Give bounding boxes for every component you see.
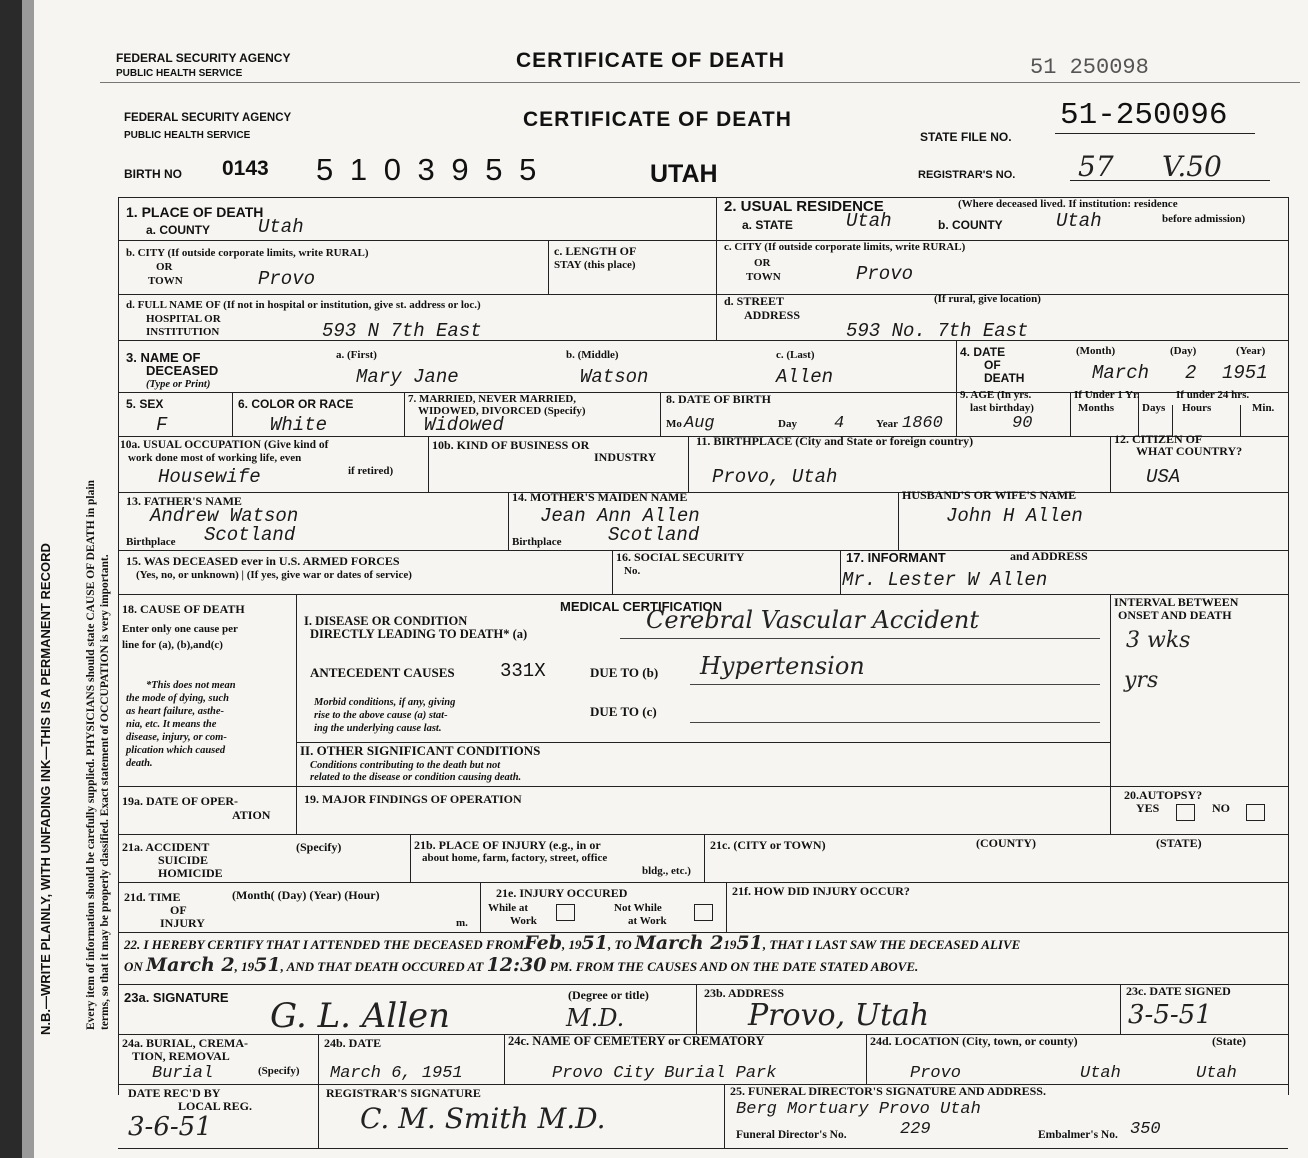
to-date: March 2 <box>634 932 724 954</box>
death-year-value: 1951 <box>1222 362 1268 384</box>
birthplace-value: Provo, Utah <box>712 466 838 488</box>
business-label-2: INDUSTRY <box>594 450 657 464</box>
birth-year-label: Year <box>876 418 898 430</box>
or-label: OR <box>156 261 173 273</box>
registrar-signature: C. M. Smith M.D. <box>360 1102 606 1135</box>
antecedent-code: 331X <box>500 660 546 682</box>
name-label-3: (Type or Print) <box>146 379 211 390</box>
citizen-label-2: WHAT COUNTRY? <box>1136 444 1243 458</box>
funeral-director-label: 25. FUNERAL DIRECTOR'S SIGNATURE AND ADDRESS. <box>730 1084 1046 1098</box>
agency-top: FEDERAL SECURITY AGENCY <box>116 51 291 65</box>
date-received-value: 3-6-51 <box>128 1112 212 1142</box>
business-label: 10b. KIND OF BUSINESS OR <box>432 438 590 452</box>
operation-date-label: 19a. DATE OF OPER- <box>122 794 238 808</box>
occupation-label-2: work done most of working life, even <box>128 452 302 464</box>
agency-label: FEDERAL SECURITY AGENCY <box>124 112 292 124</box>
days-label: Days <box>1142 402 1166 414</box>
other-conditions-note-2: related to the disease or condition causing death. <box>310 772 522 783</box>
cause-note-6: nia, etc. It means the <box>126 719 217 730</box>
autopsy-label: 20.AUTOPSY? <box>1124 788 1203 802</box>
hospital-label: d. FULL NAME OF (If not in hospital or institution, give st. address or loc.) <box>126 299 481 311</box>
under-24-label: If under 24 hrs. <box>1176 389 1250 401</box>
first-name-label: a. (First) <box>336 349 377 361</box>
state-name: UTAH <box>650 160 718 188</box>
marital-label: 7. MARRIED, NEVER MARRIED, <box>408 393 577 405</box>
autopsy-no-checkbox[interactable] <box>1246 804 1265 821</box>
burial-date-label: 24b. DATE <box>324 1036 382 1050</box>
registrar-no-label: REGISTRAR'S NO. <box>918 169 1016 181</box>
armed-forces-label-2: (Yes, no, or unknown) | (If yes, give war or dates of service) <box>136 569 412 581</box>
injury-place-label-3: bldg., etc.) <box>642 865 691 877</box>
hospital-label-2: HOSPITAL OR <box>146 313 221 325</box>
date-received-label: DATE REC'D BY <box>128 1086 221 1100</box>
injury-occured-label: 21e. INJURY OCCURED <box>496 886 628 900</box>
date-death-label-3: DEATH <box>984 371 1025 385</box>
usual-residence-label: 2. USUAL RESIDENCE <box>724 198 884 215</box>
marital-label-2: WIDOWED, DIVORCED (Specify) <box>418 405 586 417</box>
cause-note-3: *This does not mean <box>146 680 236 691</box>
cemetery-value: Provo City Burial Park <box>552 1064 777 1083</box>
birth-no-label: BIRTH NO <box>124 167 182 181</box>
address-label: 23b. ADDRESS <box>704 986 785 1000</box>
interval-a-value: 3 wks <box>1126 628 1191 653</box>
res-or-label: OR <box>754 257 771 269</box>
street-note: (If rural, give location) <box>934 293 1041 305</box>
injury-city-label: 21c. (CITY or TOWN) <box>710 838 826 852</box>
funeral-director-value: Berg Mortuary Provo Utah <box>736 1100 981 1119</box>
spouse-value: John H Allen <box>946 505 1083 527</box>
residence-note: (Where deceased lived. If institution: residence <box>958 198 1178 210</box>
death-time: 12:30 <box>486 954 547 976</box>
mother-value: Jean Ann Allen <box>540 505 700 527</box>
cause-note-2: line for (a), (b),and(c) <box>122 639 223 651</box>
injury-state-label: (STATE) <box>1156 836 1202 850</box>
sex-label: 5. SEX <box>126 397 164 411</box>
mother-birthplace-label: Birthplace <box>512 536 562 548</box>
age-label-2: last birthday) <box>970 402 1034 414</box>
from-year: 51 <box>581 932 608 954</box>
res-county-value: Utah <box>1056 210 1102 232</box>
autopsy-no-label: NO <box>1212 801 1230 815</box>
social-security-label-2: No. <box>624 565 641 577</box>
name-label: 3. NAME OF <box>126 350 201 365</box>
res-town-label: TOWN <box>746 271 781 283</box>
due-to-b-label: DUE TO (b) <box>590 665 659 680</box>
race-label: 6. COLOR OR RACE <box>238 397 354 411</box>
left-edge-strip <box>22 0 34 1158</box>
father-birthplace-value: Scotland <box>204 524 296 546</box>
registrar-number: 57 <box>1078 150 1114 183</box>
autopsy-yes-checkbox[interactable] <box>1176 804 1195 821</box>
operation-date-label-2: ATION <box>232 808 271 822</box>
age-value: 90 <box>1012 414 1033 433</box>
injury-time-m: m. <box>456 917 468 929</box>
place-of-death-label: 1. PLACE OF DEATH <box>126 204 264 220</box>
at-work-label: at Work <box>628 915 667 927</box>
length-stay-label-2: STAY (this place) <box>554 259 636 271</box>
operation-findings-label: 19. MAJOR FINDINGS OF OPERATION <box>304 792 522 806</box>
other-conditions-label: II. OTHER SIGNIFICANT CONDITIONS <box>300 743 541 758</box>
while-at-label: While at <box>488 902 529 914</box>
date-signed-label: 23c. DATE SIGNED <box>1126 984 1231 998</box>
to-year: 51 <box>736 932 763 954</box>
cert-line-2: ON March 2, 1951, AND THAT DEATH OCCURED AT 12:30 PM. FROM THE CAUSES AND ON THE DATE STATED ABOVE. <box>124 954 919 976</box>
signature-label: 23a. SIGNATURE <box>124 990 229 1005</box>
min-label: Min. <box>1252 402 1275 414</box>
armed-forces-label: 15. WAS DECEASED ever in U.S. ARMED FORCES <box>126 554 400 568</box>
burial-specify-label: (Specify) <box>258 1065 300 1077</box>
citizen-value: USA <box>1146 466 1181 488</box>
town-label: TOWN <box>148 275 183 287</box>
due-to-c-label: DUE TO (c) <box>590 704 657 719</box>
write-plainly-notice: N.B.—WRITE PLAINLY, WITH UNFADING INK—THIS IS A PERMANENT RECORD <box>38 543 53 1035</box>
occupation-label-3: if retired) <box>348 465 394 477</box>
birth-year-value: 1860 <box>902 414 943 433</box>
disease-label-2: DIRECTLY LEADING TO DEATH* (a) <box>310 627 528 641</box>
burial-value: Burial <box>152 1064 214 1083</box>
injury-place-label-2: about home, farm, factory, street, office <box>422 852 608 864</box>
left-edge-shadow <box>0 0 22 1158</box>
cause-note-4: the mode of dying, such <box>126 693 229 704</box>
res-city-value: Provo <box>856 263 914 285</box>
not-while-label: Not While <box>614 902 662 914</box>
morbid-note-2: rise to the above cause (a) stat- <box>314 710 448 721</box>
location-county-value: Utah <box>1080 1064 1121 1083</box>
homicide-label: HOMICIDE <box>158 866 223 880</box>
occupation-label: 10a. USUAL OCCUPATION (Give kind of <box>120 439 329 451</box>
service-label: PUBLIC HEALTH SERVICE <box>124 130 251 141</box>
registrar-signature-label: REGISTRAR'S SIGNATURE <box>326 1086 481 1100</box>
seen-year: 51 <box>254 954 281 976</box>
informant-label-2: and ADDRESS <box>1010 549 1088 563</box>
date-death-label-2: OF <box>984 358 1001 372</box>
title-top: CERTIFICATE OF DEATH <box>516 49 785 72</box>
months-label: Months <box>1078 402 1115 414</box>
injury-time-label-3: INJURY <box>160 916 205 930</box>
accident-specify-label: (Specify) <box>296 840 342 854</box>
medical-heading: MEDICAL CERTIFICATION <box>560 599 723 614</box>
interval-label-2: ONSET AND DEATH <box>1118 608 1232 622</box>
how-injury-label: 21f. HOW DID INJURY OCCUR? <box>732 884 910 898</box>
cause-note-5: as heart failure, asthe- <box>126 706 225 717</box>
cause-label: 18. CAUSE OF DEATH <box>122 602 245 616</box>
father-label: 13. FATHER'S NAME <box>126 494 242 508</box>
degree-label: (Degree or title) <box>568 988 649 1002</box>
not-at-work-checkbox[interactable] <box>694 904 713 921</box>
last-name-label: c. (Last) <box>776 349 815 361</box>
hospital-value: 593 N 7th East <box>322 320 482 342</box>
year-label: (Year) <box>1236 345 1266 357</box>
seen-date: March 2 <box>146 954 235 976</box>
funeral-director-no-label: Funeral Director's No. <box>736 1129 847 1141</box>
res-state-value: Utah <box>846 210 892 232</box>
occupation-value: Housewife <box>158 466 261 488</box>
last-name-value: Allen <box>776 366 834 388</box>
burial-label: 24a. BURIAL, CREMA- <box>122 1036 248 1050</box>
suicide-label: SUICIDE <box>158 853 209 867</box>
middle-name-label: b. (Middle) <box>566 349 619 361</box>
date-death-label: 4. DATE <box>960 345 1006 359</box>
cemetery-label: 24c. NAME OF CEMETERY or CREMATORY <box>508 1034 765 1048</box>
birthplace-label: 11. BIRTHPLACE (City and State or foreign country) <box>696 434 974 448</box>
injury-time-label-2: OF <box>170 903 187 917</box>
father-birthplace-label: Birthplace <box>126 536 176 548</box>
injury-place-label: 21b. PLACE OF INJURY (e.g., in or <box>414 838 601 852</box>
embalmer-no-value: 350 <box>1130 1120 1161 1139</box>
state-file-label: STATE FILE NO. <box>920 130 1012 144</box>
res-city-label: c. CITY (If outside corporate limits, write RURAL) <box>724 241 966 253</box>
spouse-label: HUSBAND'S OR WIFE'S NAME <box>902 488 1077 502</box>
service-top: PUBLIC HEALTH SERVICE <box>116 68 243 79</box>
burial-date-value: March 6, 1951 <box>330 1064 463 1083</box>
res-county-label: b. COUNTY <box>938 218 1003 232</box>
city-label: b. CITY (If outside corporate limits, write RURAL) <box>126 247 369 259</box>
instructions-line-2: terms, so that it may be properly classified. Exact statement of OCCUPATION is very important. <box>99 554 111 1030</box>
date-signed-value: 3-5-51 <box>1128 1000 1212 1030</box>
certificate-title: CERTIFICATE OF DEATH <box>523 108 792 131</box>
other-conditions-note: Conditions contributing to the death but not <box>310 760 501 771</box>
state-file-number: 51-250096 <box>1060 98 1228 133</box>
from-month: Feb <box>524 932 563 954</box>
morbid-note-1: Morbid conditions, if any, giving <box>314 697 456 708</box>
father-value: Andrew Watson <box>150 505 299 527</box>
interval-label: INTERVAL BETWEEN <box>1114 595 1239 609</box>
street-value: 593 No. 7th East <box>846 320 1029 342</box>
age-label: 9. AGE (In yrs. <box>960 389 1032 401</box>
informant-label: 17. INFORMANT <box>846 550 946 565</box>
death-day-value: 2 <box>1185 362 1197 384</box>
while-at-work-checkbox[interactable] <box>556 904 575 921</box>
registrar-extra: V.50 <box>1162 150 1222 183</box>
mother-label: 14. MOTHER'S MAIDEN NAME <box>512 490 688 504</box>
location-state-value: Utah <box>1196 1064 1237 1083</box>
cert-line-1: 22. I HEREBY CERTIFY THAT I ATTENDED THE DECEASED FROMFeb, 1951, TO March 21951, THAT I LAST SAW THE DECEASED ALIVE <box>124 932 1021 954</box>
marital-value: Widowed <box>424 414 504 436</box>
birth-month-value: Aug <box>684 414 715 433</box>
antecedent-label: ANTECEDENT CAUSES <box>310 665 455 680</box>
hospital-label-3: INSTITUTION <box>146 326 220 338</box>
accident-label: 21a. ACCIDENT <box>122 840 210 854</box>
birth-day-value: 4 <box>834 414 845 433</box>
death-city-value: Provo <box>258 268 316 290</box>
physician-degree: M.D. <box>566 1004 625 1032</box>
instructions-line-1: Every item of information should be carefully supplied. PHYSICIANS should state CAUSE OF DEATH in plain <box>85 480 97 1030</box>
sex-value: F <box>156 414 168 436</box>
date-received-label-2: LOCAL REG. <box>178 1099 253 1113</box>
morbid-note-3: ing the underlying cause last. <box>314 723 442 734</box>
county-label: a. COUNTY <box>146 223 211 237</box>
cause-b-value: Hypertension <box>700 652 865 680</box>
injury-time-columns: (Month( (Day) (Year) (Hour) <box>232 888 380 902</box>
injury-time-label: 21d. TIME <box>124 890 181 904</box>
birth-month-label: Mo <box>666 418 682 430</box>
embalmer-no-label: Embalmer's No. <box>1038 1129 1118 1141</box>
location-label: 24d. LOCATION (City, town, or county) <box>870 1034 1078 1048</box>
informant-value: Mr. Lester W Allen <box>842 569 1048 591</box>
birth-no-prefix: 0143 <box>222 157 269 180</box>
interval-b-value: yrs <box>1124 668 1159 693</box>
location-state-label: (State) <box>1212 1034 1246 1048</box>
first-name-value: Mary Jane <box>356 366 459 388</box>
social-security-label: 16. SOCIAL SECURITY <box>616 550 745 564</box>
cause-note-7: disease, injury, or com- <box>126 732 227 743</box>
cause-note-8: plication which caused <box>126 745 226 756</box>
under-1-label: If Under 1 Yr. <box>1074 389 1140 401</box>
mother-birthplace-value: Scotland <box>608 524 700 546</box>
funeral-director-no-value: 229 <box>900 1120 931 1139</box>
street-label: d. STREET <box>724 294 785 308</box>
cause-a-value: Cerebral Vascular Accident <box>646 606 979 634</box>
race-value: White <box>270 414 328 436</box>
hours-label: Hours <box>1182 402 1212 414</box>
name-label-2: DECEASED <box>146 363 219 378</box>
work-label: Work <box>510 915 537 927</box>
location-city-value: Provo <box>910 1064 962 1083</box>
birth-date-label: 8. DATE OF BIRTH <box>666 392 771 406</box>
middle-name-value: Watson <box>580 366 649 388</box>
injury-county-label: (COUNTY) <box>976 836 1036 850</box>
cause-note-9: death. <box>126 758 153 769</box>
street-label-2: ADDRESS <box>744 308 801 322</box>
month-label: (Month) <box>1076 345 1116 357</box>
length-stay-label: c. LENGTH OF <box>554 244 637 258</box>
citizen-label: 12. CITIZEN OF <box>1114 432 1203 446</box>
physician-signature: G. L. Allen <box>270 996 451 1036</box>
cause-note-1: Enter only one cause per <box>122 623 238 635</box>
physician-address: Provo, Utah <box>748 998 930 1033</box>
birth-number: 5 1 0 3 9 5 5 <box>316 152 541 187</box>
burial-label-2: TION, REMOVAL <box>132 1049 230 1063</box>
day-label: (Day) <box>1170 345 1197 357</box>
res-state-label: a. STATE <box>742 218 793 232</box>
birth-day-label: Day <box>778 418 797 430</box>
death-month-value: March <box>1092 362 1150 384</box>
file-number-top: 51 250098 <box>1030 55 1149 80</box>
residence-note-2: before admission) <box>1162 213 1246 225</box>
disease-label: I. DISEASE OR CONDITION <box>304 614 468 628</box>
autopsy-yes-label: YES <box>1136 801 1160 815</box>
death-county-value: Utah <box>258 216 304 238</box>
